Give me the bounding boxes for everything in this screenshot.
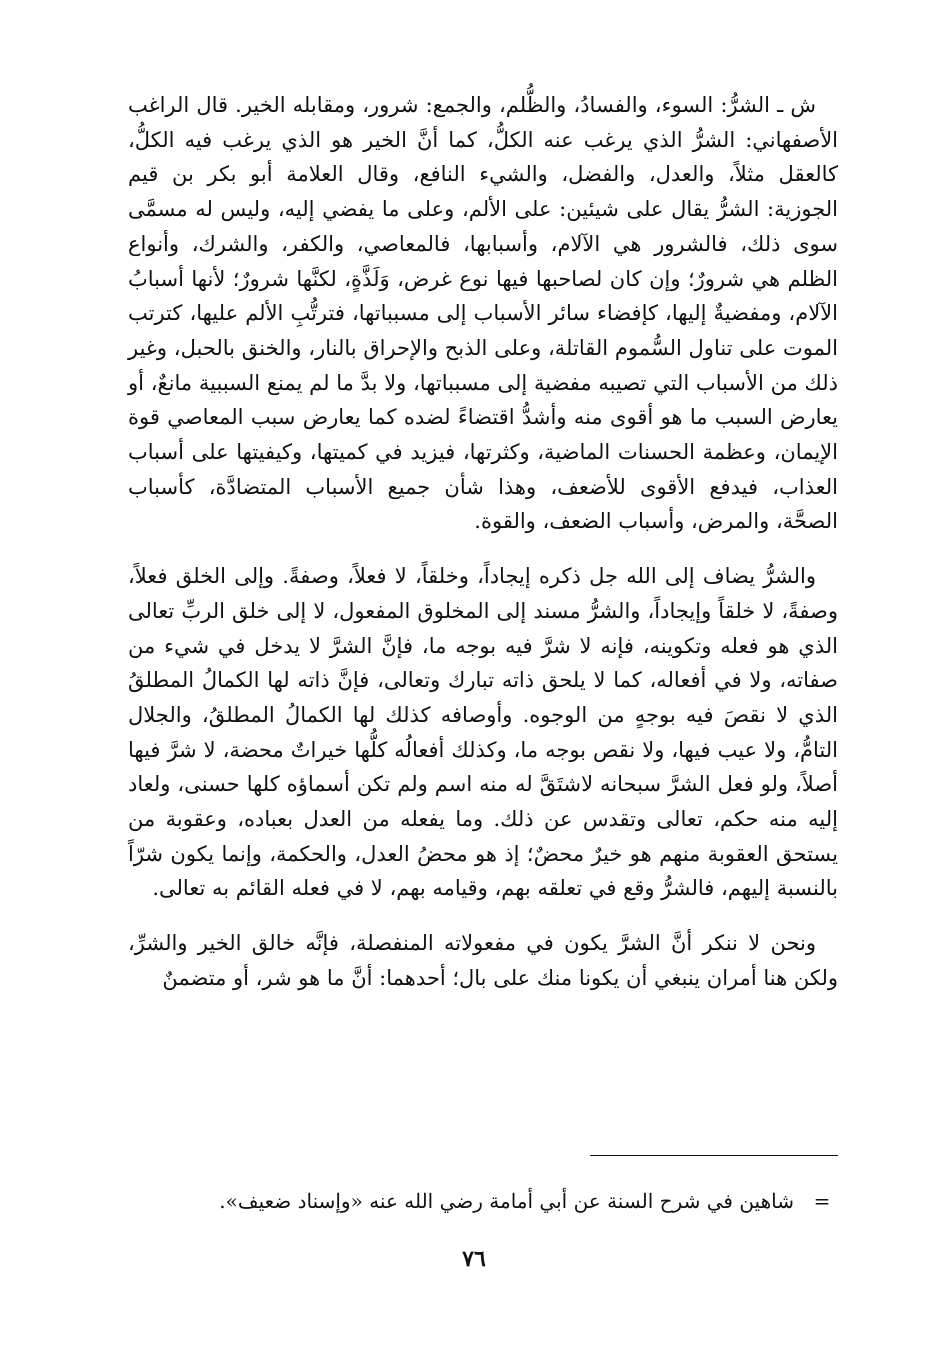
main-text <box>128 88 838 996</box>
footnote <box>150 1186 850 1216</box>
footnote-divider <box>590 1155 838 1156</box>
paragraph-attribution: والشرُّ يضاف إلى الله جل ذكره إيجاداً، وخلقاً، لا فعلاً، وصفةً. وإلى الخلق فعلاً، وصفةً، لا خلقاً وإيجاداً، والشرُّ مسند إلى المخلوق المفعول، لا إلى خلق الربِّ تعالى الذي هو فعله وتكوينه، فإنه لا شرَّ فيه بوجه ما، فإنَّ الشرَّ لا يدخل في شيء من صفاته، ولا في أفعاله، كما لا يلحق ذاته تبارك وتعالى، فإنَّ ذاته لها الكمالُ المطلقُ الذي لا نقصَ فيه بوجهٍ من الوجوه. وأوصافه كذلك لها الكمالُ المطلقُ، والجلال التامُّ، ولا عيب فيها، ولا نقص بوجه ما، وكذلك أفعالُه كلُّها خيراتٌ محضة، لا شرَّ فيها أصلاً، ولو فعل الشرَّ سبحانه لاشتَقَّ له منه اسم ولم تكن أسماؤه كلها حسنى، ولعاد إليه منه حكم، تعالى وتقدس عن ذلك. وما يفعله من العدل بعباده، وعقوبة من يستحق العقوبة منهم هو خيرٌ محضٌ؛ إذ هو محضُ العدل، والحكمة، وإنما يكون شرّاً بالنسبة إليهم، فالشرُّ وقع في تعلقه بهم، وقيامه بهم، لا في فعله القائم به تعالى. <box>128 564 838 901</box>
paragraph-created-things: ونحن لا ننكر أنَّ الشرَّ يكون في مفعولاته المنفصلة، فإنَّه خالق الخير والشرِّ، ولكن هنا أمران ينبغي أن يكونا منك على بال؛ أحدهما: أنَّ ما هو شر، أو متضمنٌ <box>128 931 838 990</box>
page-number: ٧٦ <box>462 1246 486 1272</box>
footnote-text: شاهين في شرح السنة عن أبي أمامة رضي الله عنه «وإسناد ضعيف». <box>219 1189 794 1213</box>
footnote-continuation-marker: = <box>813 1189 831 1213</box>
paragraph-definition: ش ـ الشرُّ: السوء، والفسادُ، والظُّلم، والجمع: شرور، ومقابله الخير. قال الراغب الأصفهاني: الشرُّ الذي يرغب عنه الكلُّ، كما أنَّ الخير هو الذي يرغب فيه الكلُّ، كالعقل مثلاً، والعدل، والفضل، والشيء النافع، وقال العلامة أبو بكر بن قيم الجوزية: الشرُّ يقال على شيئين: على الألم، وعلى ما يفضي إليه، وليس له مسمَّى سوى ذلك، فالشرور هي الآلام، وأسبابها، فالمعاصي، والكفر، والشرك، وأنواع الظلم هي شرورٌ؛ وإن كان لصاحبها فيها نوع غرض، وَلَذَّةٍ، لكنَّها شرورٌ؛ لأنها أسبابُ الآلام، ومفضيةٌ إليها، كإفضاء سائر الأسباب إلى مسبباتها، فترتُّبِ الألم عليها، كترتب الموت على تناول السُّموم القاتلة، وعلى الذبح والإحراق بالنار، والخنق بالحبل، وغير ذلك من الأسباب التي تصيبه مفضية إلى مسبباتها، ولا بدَّ ما لم يمنع السببية مانعٌ، أو يعارض السبب ما هو أقوى منه وأشدُّ اقتضاءً لضده كما يعارض سبب المعاصي قوة الإيمان، وعظمة الحسنات الماضية، وكثرتها، فيزيد في كميتها، وكيفيتها على أسباب العذاب، فيدفع الأقوى للأضعف، وهذا شأن جميع الأسباب المتضادَّة، كأسباب الصحَّة، والمرض، وأسباب الضعف، والقوة. <box>128 93 839 534</box>
